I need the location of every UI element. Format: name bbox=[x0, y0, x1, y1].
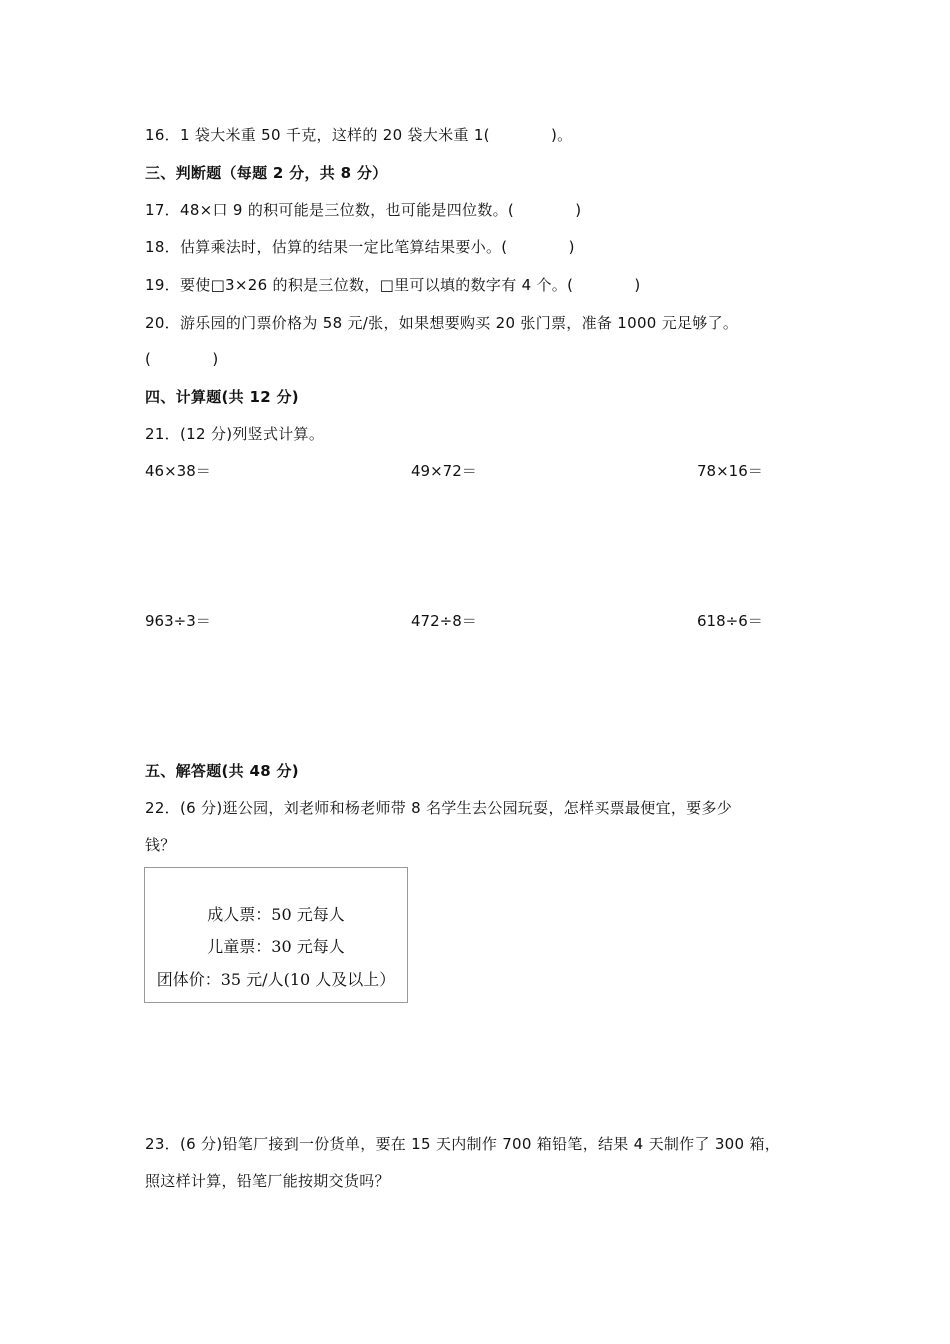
calc-4: 963÷3＝ bbox=[145, 612, 211, 630]
section-4-heading: 四、计算题(共 12 分) bbox=[145, 388, 299, 406]
calc-3: 78×16＝ bbox=[697, 462, 763, 480]
q21: 21．(12 分)列竖式计算。 bbox=[145, 425, 325, 443]
q20-line-2: ( ) bbox=[145, 350, 219, 368]
calc-6: 618÷6＝ bbox=[697, 612, 763, 630]
q19: 19．要使□3×26 的积是三位数，□里可以填的数字有 4 个。( ) bbox=[145, 276, 641, 294]
q22-line-1: 22．(6 分)逛公园，刘老师和杨老师带 8 名学生去公园玩耍，怎样买票最便宜，要多少 bbox=[145, 799, 733, 817]
q23-line-1: 23．(6 分)铅笔厂接到一份货单，要在 15 天内制作 700 箱铅笔，结果 4 天制作了 300 箱， bbox=[145, 1135, 781, 1153]
section-3-heading: 三、判断题（每题 2 分，共 8 分） bbox=[145, 164, 388, 182]
section-5-heading: 五、解答题(共 48 分) bbox=[145, 762, 299, 780]
q17: 17．48×口 9 的积可能是三位数，也可能是四位数。( ) bbox=[145, 201, 582, 219]
group-ticket-price: 团体价：35 元/人(10 人及以上） bbox=[156, 970, 396, 989]
price-box bbox=[144, 867, 408, 1003]
q16: 16．1 袋大米重 50 千克，这样的 20 袋大米重 1( )。 bbox=[145, 126, 573, 144]
calc-5: 472÷8＝ bbox=[411, 612, 477, 630]
q23-line-2: 照这样计算，铅笔厂能按期交货吗？ bbox=[145, 1172, 390, 1190]
q20-line-1: 20．游乐园的门票价格为 58 元/张，如果想要购买 20 张门票，准备 1000 元足够了。 bbox=[145, 314, 739, 332]
q18: 18．估算乘法时，估算的结果一定比笔算结果要小。( ) bbox=[145, 238, 575, 256]
calc-1: 46×38＝ bbox=[145, 462, 211, 480]
calc-2: 49×72＝ bbox=[411, 462, 477, 480]
child-ticket-price: 儿童票：30 元每人 bbox=[207, 937, 345, 956]
q22-line-2: 钱？ bbox=[145, 836, 176, 854]
adult-ticket-price: 成人票：50 元每人 bbox=[207, 905, 345, 924]
